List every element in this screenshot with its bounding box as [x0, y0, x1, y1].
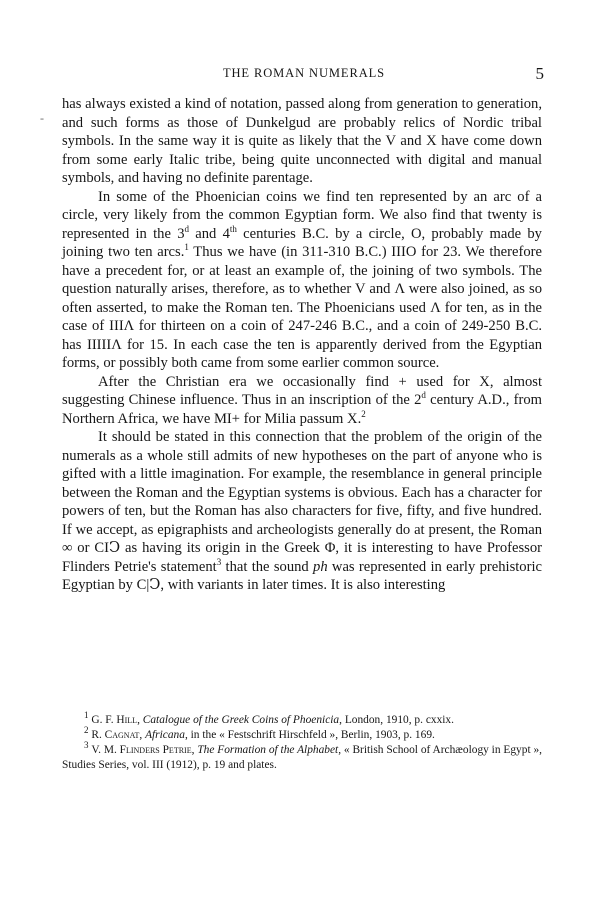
paragraph	[62, 373, 542, 429]
footnote-ref[interactable]: 2	[361, 408, 366, 419]
paragraph	[62, 428, 542, 595]
superscript: d	[421, 390, 426, 401]
footnote: $^3$ V. M. Flinders Petrie, The Formation of the Alphabet, « British School of Archæology in Egypt », Studies Series, vol. III (1912), p. 19 and plates.	[62, 740, 542, 771]
footnote-author: R. Cagnat	[91, 729, 140, 741]
footnote-ref[interactable]: 3	[216, 556, 222, 567]
footnote-author: G. F. Hill	[91, 714, 138, 726]
footnote-number: 3	[84, 740, 89, 751]
running-title: THE ROMAN NUMERALS	[222, 66, 386, 80]
paragraph: has always existed a kind of notation, passed along from generation to generation, and such forms as those of Dunkelgud are probably relics of Nordic tribal symbols. In the same way it is quite as likely that the V and X have come down from some early Italic tribe, being quite unconnected with digital and manual symbols, and having no definite parentage.	[62, 96, 542, 186]
text-run: and 4	[189, 225, 230, 242]
footnote-rest: , « British School of Archæology in Egypt », Studies Series, vol. III (1912), p. 19 and plates.	[62, 744, 542, 771]
margin-mark: -	[40, 111, 44, 125]
main-text	[62, 95, 542, 595]
text-run: In some of the Phoenician coins we find ten represented by an arc of a circle, very likely from the common Egyptian form. We also find that twenty is represented in the 3	[62, 188, 542, 242]
footnote-title: The Formation of the Alphabet	[197, 744, 339, 756]
footnote-ref[interactable]: 1	[184, 242, 189, 253]
footnote-title: Catalogue of the Greek Coins of Phoenicia	[142, 714, 340, 726]
text-run: It should be stated in this connection that the problem of the origin of the numerals as a whole still admits of new hypotheses on the part of anyone who is gifted with a little imagination. For example, the resemblance in general principle between the Roman and the Egyptian systems is obvious. Each has a character for powers of ten, but the Roman has also characters for five, fifty, and five hundred. If we accept, as epigraphists and archeologists generally do at present, the Roman ∞ or CIↃ as having its origin in the Greek Φ, it is interesting to have Professor Flinders Petrie's statement	[62, 429, 542, 575]
text-run: centuries B.C. by a circle, O, probably made by joining two ten arcs.	[62, 225, 542, 260]
text-run: After the Christian era we occasionally find + used for X, almost suggesting Chinese influence. Thus in an inscription of the 2	[62, 373, 542, 408]
footnote-number: 2	[84, 725, 89, 736]
text-run: century A.D., from Northern Africa, we have MI+ for Milia passum X.	[62, 392, 543, 427]
footnote: $^1$ G. F. Hill, Catalogue of the Greek Coins of Phoenicia, London, 1910, p. cxxix.	[84, 710, 454, 726]
text-run: that the sound	[221, 558, 314, 575]
footnote-rest: , in the « Festschrift Hirschfeld », Berlin, 1903, p. 169.	[184, 729, 435, 741]
footnote-title: Africana	[145, 729, 185, 741]
text-run: Thus we have (in 311-310 B.C.) IIIO for 23. We therefore have a precedent for, or at least an example of, the joining of two symbols. The question naturally arises, therefore, as to whether V and Λ were also joined, as so often asserted, to make the Roman ten. The Phoenicians used Λ for ten, as in the case of IIIΛ for thirteen on a coin of 247-246 B.C., and a coin of 249-250 B.C. has IIIIIΛ for 15. In each case the ten is apparently derived from the Egyptian forms, or possibly both came from some earlier common source.	[62, 244, 542, 371]
superscript: d	[184, 223, 189, 234]
paragraph	[62, 188, 542, 373]
italic-term: ph	[313, 558, 328, 575]
footnote-rest: , London, 1910, p. cxxix.	[339, 714, 454, 726]
text-run: was represented in early prehistoric Egyptian by C|Ↄ, with variants in later times. It is also interesting	[62, 558, 542, 593]
superscript: th	[229, 223, 237, 234]
footnote-author: V. M. Flinders Petrie	[91, 744, 192, 756]
footnotes	[62, 710, 542, 773]
page-header	[62, 64, 546, 86]
footnote: $^2$ R. Cagnat, Africana, in the « Festschrift Hirschfeld », Berlin, 1903, p. 169.	[84, 725, 435, 741]
footnote-number: 1	[84, 710, 89, 721]
page-number: 5	[535, 64, 544, 83]
